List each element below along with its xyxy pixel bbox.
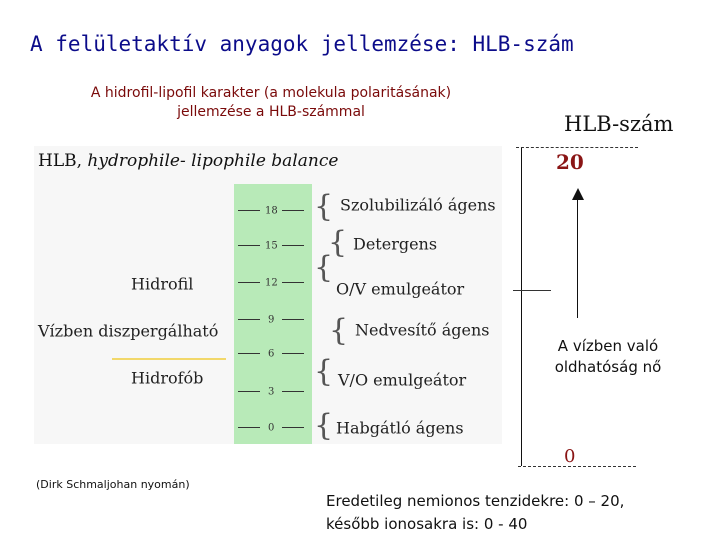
scale-tick-6-right — [282, 353, 304, 354]
label-hydrophobic: Hidrofób — [131, 368, 204, 388]
scale-tick-3-right — [282, 391, 304, 392]
top-dashed-line — [516, 147, 638, 148]
scale-value-15: 15 — [265, 240, 278, 252]
scale-tick-9-right — [282, 319, 304, 320]
brace-icon: { — [329, 313, 349, 348]
label-hydrophilic: Hidrofil — [131, 274, 194, 294]
agent-wetting: Nedvesítő ágens — [355, 320, 490, 340]
middle-marker-line — [513, 290, 551, 291]
scale-tick-6 — [238, 353, 260, 354]
page-title: A felületaktív anyagok jellemzése: HLB-szám — [30, 32, 574, 56]
hydrophobic-boundary-line — [112, 358, 226, 360]
solubility-note — [540, 336, 676, 378]
solubility-line-2: oldhatóság nő — [554, 358, 662, 376]
range-note — [326, 490, 624, 536]
diagram-heading — [38, 151, 338, 171]
hlb-max-value: 20 — [556, 150, 584, 174]
arrow-shaft — [577, 196, 578, 318]
scale-tick-0 — [238, 427, 260, 428]
scale-value-18: 18 — [265, 205, 278, 217]
scale-tick-12-right — [282, 282, 304, 283]
subtitle: A hidrofil-lipofil karakter (a molekula polaritásának) jellemzése a HLB-számmal — [90, 85, 452, 120]
scale-tick-15-right — [282, 245, 304, 246]
scale-tick-12 — [238, 282, 260, 283]
scale-tick-18-right — [282, 210, 304, 211]
agent-ov-emulsifier: O/V emulgeátor — [336, 279, 465, 299]
brace-icon: { — [314, 250, 334, 285]
hlb-min-value: 0 — [564, 446, 576, 467]
brace-icon: { — [314, 408, 334, 443]
bottom-dashed-line — [518, 466, 636, 467]
scale-tick-9 — [238, 319, 260, 320]
brace-icon: { — [314, 354, 334, 389]
label-water-dispersible: Vízben diszpergálható — [38, 321, 219, 341]
range-note-line-2: később ionosakra is: 0 - 40 — [326, 515, 528, 533]
arrow-up-icon — [572, 188, 584, 200]
scale-value-6: 6 — [268, 348, 275, 360]
scale-value-12: 12 — [265, 277, 278, 289]
scale-value-3: 3 — [268, 386, 275, 398]
solubility-line-1: A vízben való — [557, 337, 659, 355]
hlb-scale-heading: HLB-szám — [564, 112, 674, 136]
scale-value-9: 9 — [268, 314, 275, 326]
brace-icon: { — [328, 225, 348, 260]
scale-value-0: 0 — [268, 422, 275, 434]
scale-tick-0-right — [282, 427, 304, 428]
diagram-heading-text: hydrophile- lipophile balance — [87, 151, 339, 171]
hlb-scale-column — [234, 184, 312, 444]
agent-vo-emulsifier: V/O emulgeátor — [338, 370, 467, 390]
agent-solubilizer: Szolubilizáló ágens — [340, 195, 496, 215]
scale-tick-15 — [238, 245, 260, 246]
agent-antifoam: Habgátló ágens — [336, 418, 464, 438]
scale-tick-3 — [238, 391, 260, 392]
hlb-axis-line — [521, 148, 522, 466]
citation: (Dirk Schmaljohan nyomán) — [36, 478, 190, 491]
agent-detergent: Detergens — [353, 234, 438, 254]
brace-icon: { — [314, 189, 334, 224]
range-note-line-1: Eredetileg nemionos tenzidekre: 0 – 20, — [326, 492, 625, 510]
scale-tick-18 — [238, 210, 260, 211]
diagram-heading-abbr: HLB, — [38, 151, 83, 171]
